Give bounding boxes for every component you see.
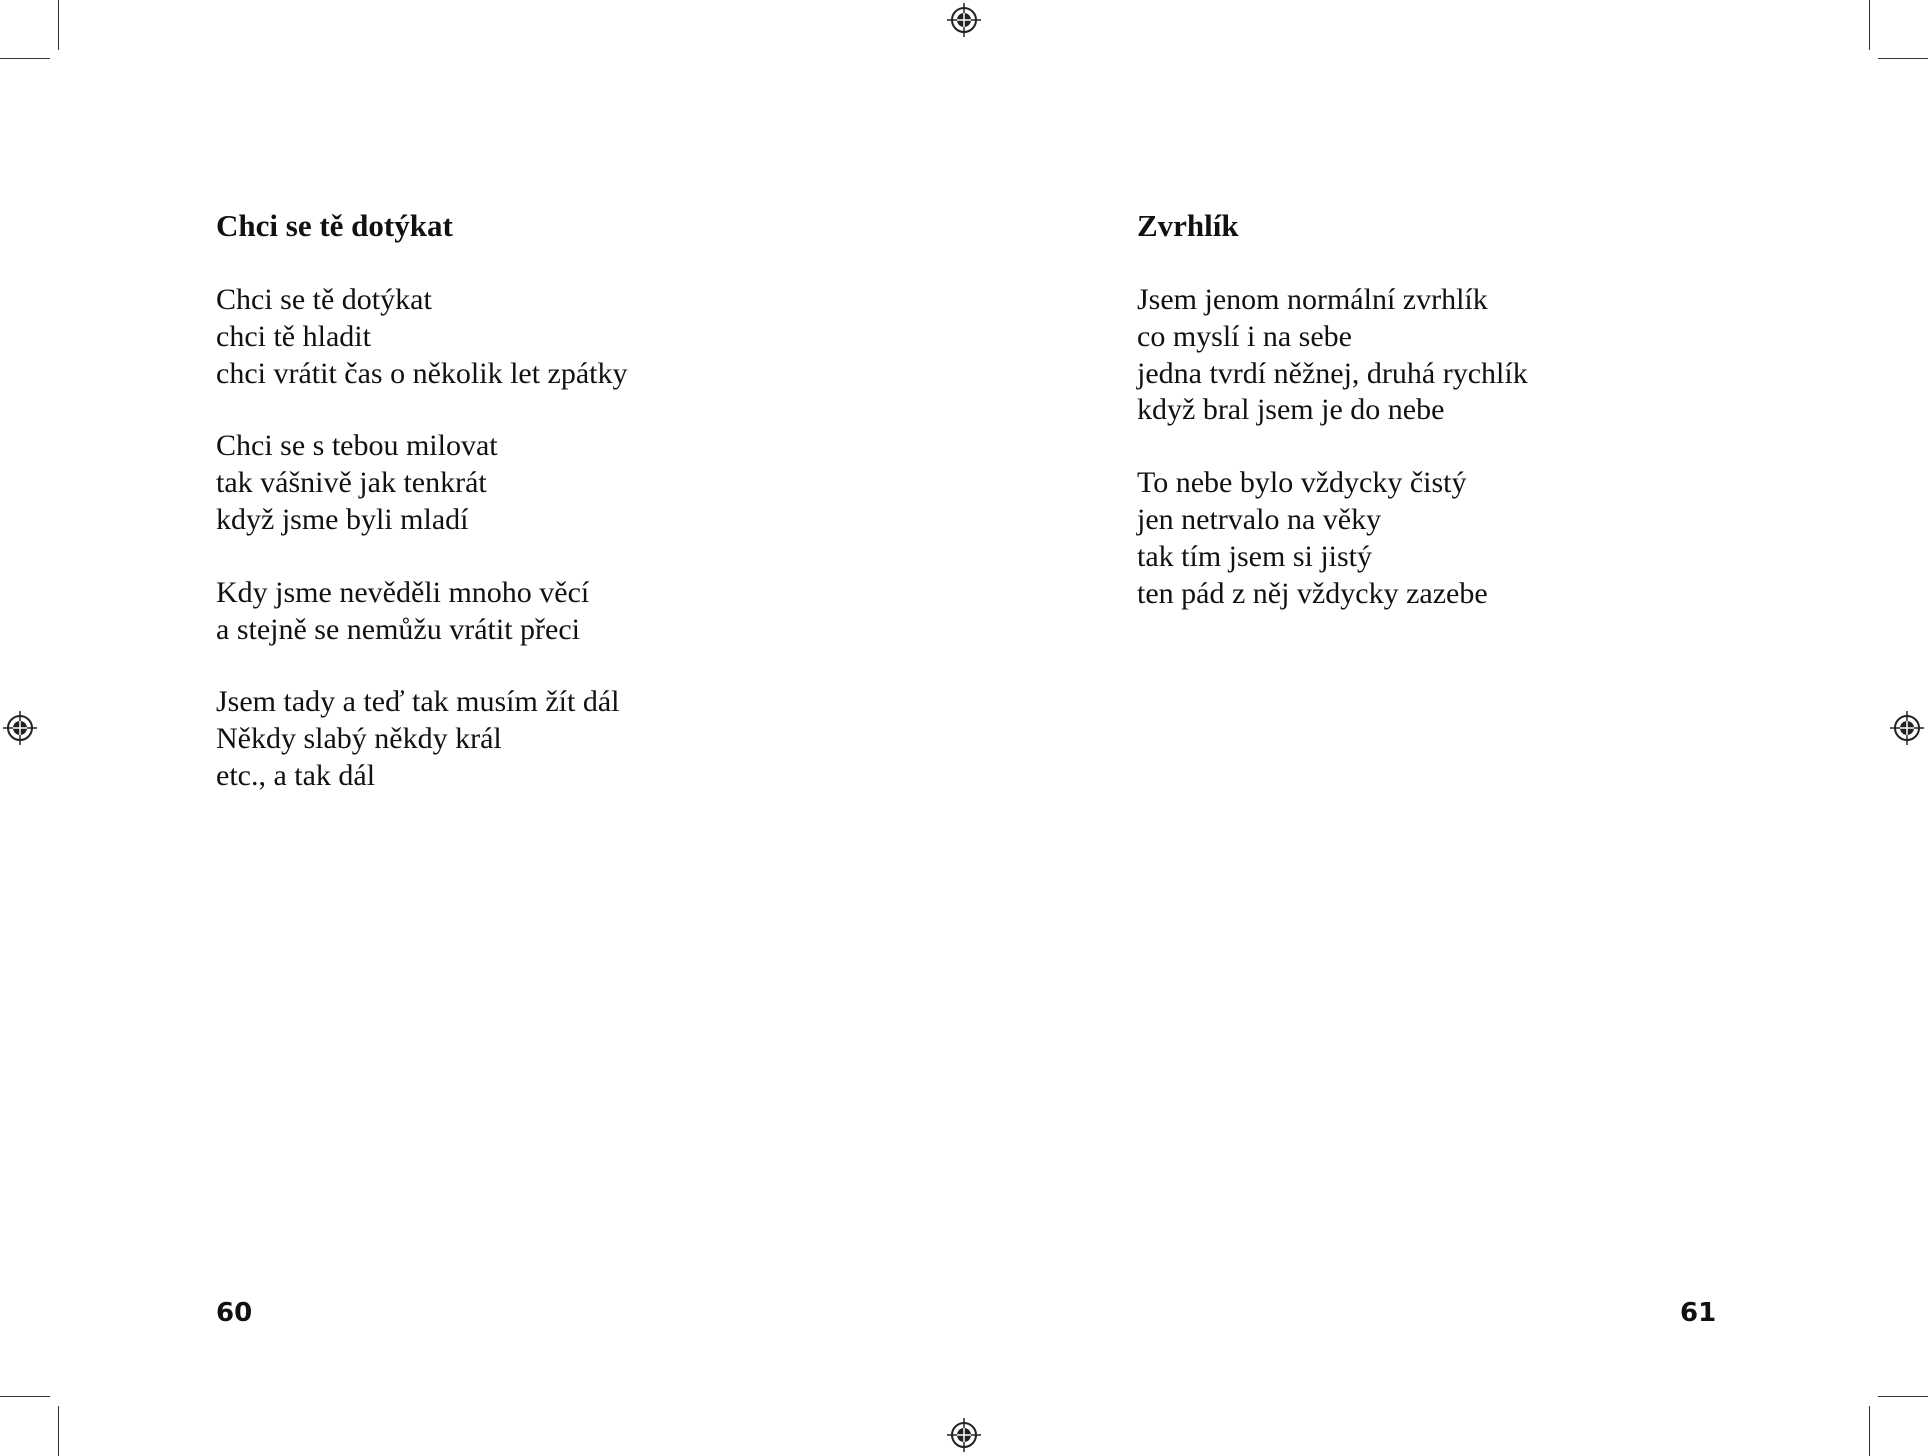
poem-line: Jsem jenom normální zvrhlík: [1137, 283, 1488, 316]
crop-mark: [1878, 1396, 1928, 1397]
right-page: [964, 0, 1928, 1456]
left-stanza-3: [216, 575, 628, 649]
poem-line: a stejně se nemůžu vrátit přeci: [216, 612, 581, 646]
crop-mark: [58, 1406, 59, 1456]
poem-line: Jsem tady a teď tak musím žít dál: [216, 685, 620, 719]
left-stanza-1: [216, 282, 628, 392]
crop-mark: [58, 0, 59, 50]
right-stanza-1: [1137, 282, 1528, 429]
poem-line: Chci se tě dotýkat: [216, 283, 432, 316]
left-poem-title: Chci se tě dotýkat: [216, 208, 453, 243]
right-poem: [1137, 208, 1528, 648]
right-stanza-2: [1137, 465, 1528, 612]
poem-line: tak vášnivě jak tenkrát: [216, 466, 487, 500]
poem-line: ten pád z něj vždycky zazebe: [1137, 576, 1488, 610]
crop-mark: [0, 1396, 50, 1397]
registration-target-icon: [1890, 711, 1924, 745]
registration-target-icon: [947, 3, 981, 37]
right-poem-title: Zvrhlík: [1137, 208, 1239, 243]
crop-mark: [1878, 58, 1928, 59]
registration-target-icon: [947, 1418, 981, 1452]
poem-line: chci vrátit čas o několik let zpátky: [216, 356, 628, 390]
left-stanza-2: [216, 428, 628, 538]
poem-line: když bral jsem je do nebe: [1137, 393, 1445, 427]
crop-mark: [1869, 1406, 1870, 1456]
poem-line: když jsme byli mladí: [216, 502, 469, 536]
poem-line: Chci se s tebou milovat: [216, 429, 498, 463]
poem-line: etc., a tak dál: [216, 758, 376, 792]
poem-line: chci tě hladit: [216, 319, 371, 353]
poem-line: tak tím jsem si jistý: [1137, 539, 1373, 573]
poem-line: Někdy slabý někdy král: [216, 722, 502, 756]
registration-target-icon: [3, 711, 37, 745]
poem-line: co myslí i na sebe: [1137, 319, 1352, 353]
crop-mark: [0, 58, 50, 59]
poem-line: jen netrvalo na věky: [1137, 502, 1382, 536]
left-page-number: 60: [216, 1298, 253, 1328]
poem-line: jedna tvrdí něžnej, druhá rychlík: [1137, 356, 1528, 390]
poem-line: Kdy jsme nevěděli mnoho věcí: [216, 575, 590, 609]
crop-mark: [1869, 0, 1870, 50]
poem-line: To nebe bylo vždycky čistý: [1137, 466, 1467, 500]
left-poem: [216, 208, 628, 831]
left-stanza-4: [216, 684, 628, 794]
right-page-number: 61: [1680, 1298, 1717, 1328]
